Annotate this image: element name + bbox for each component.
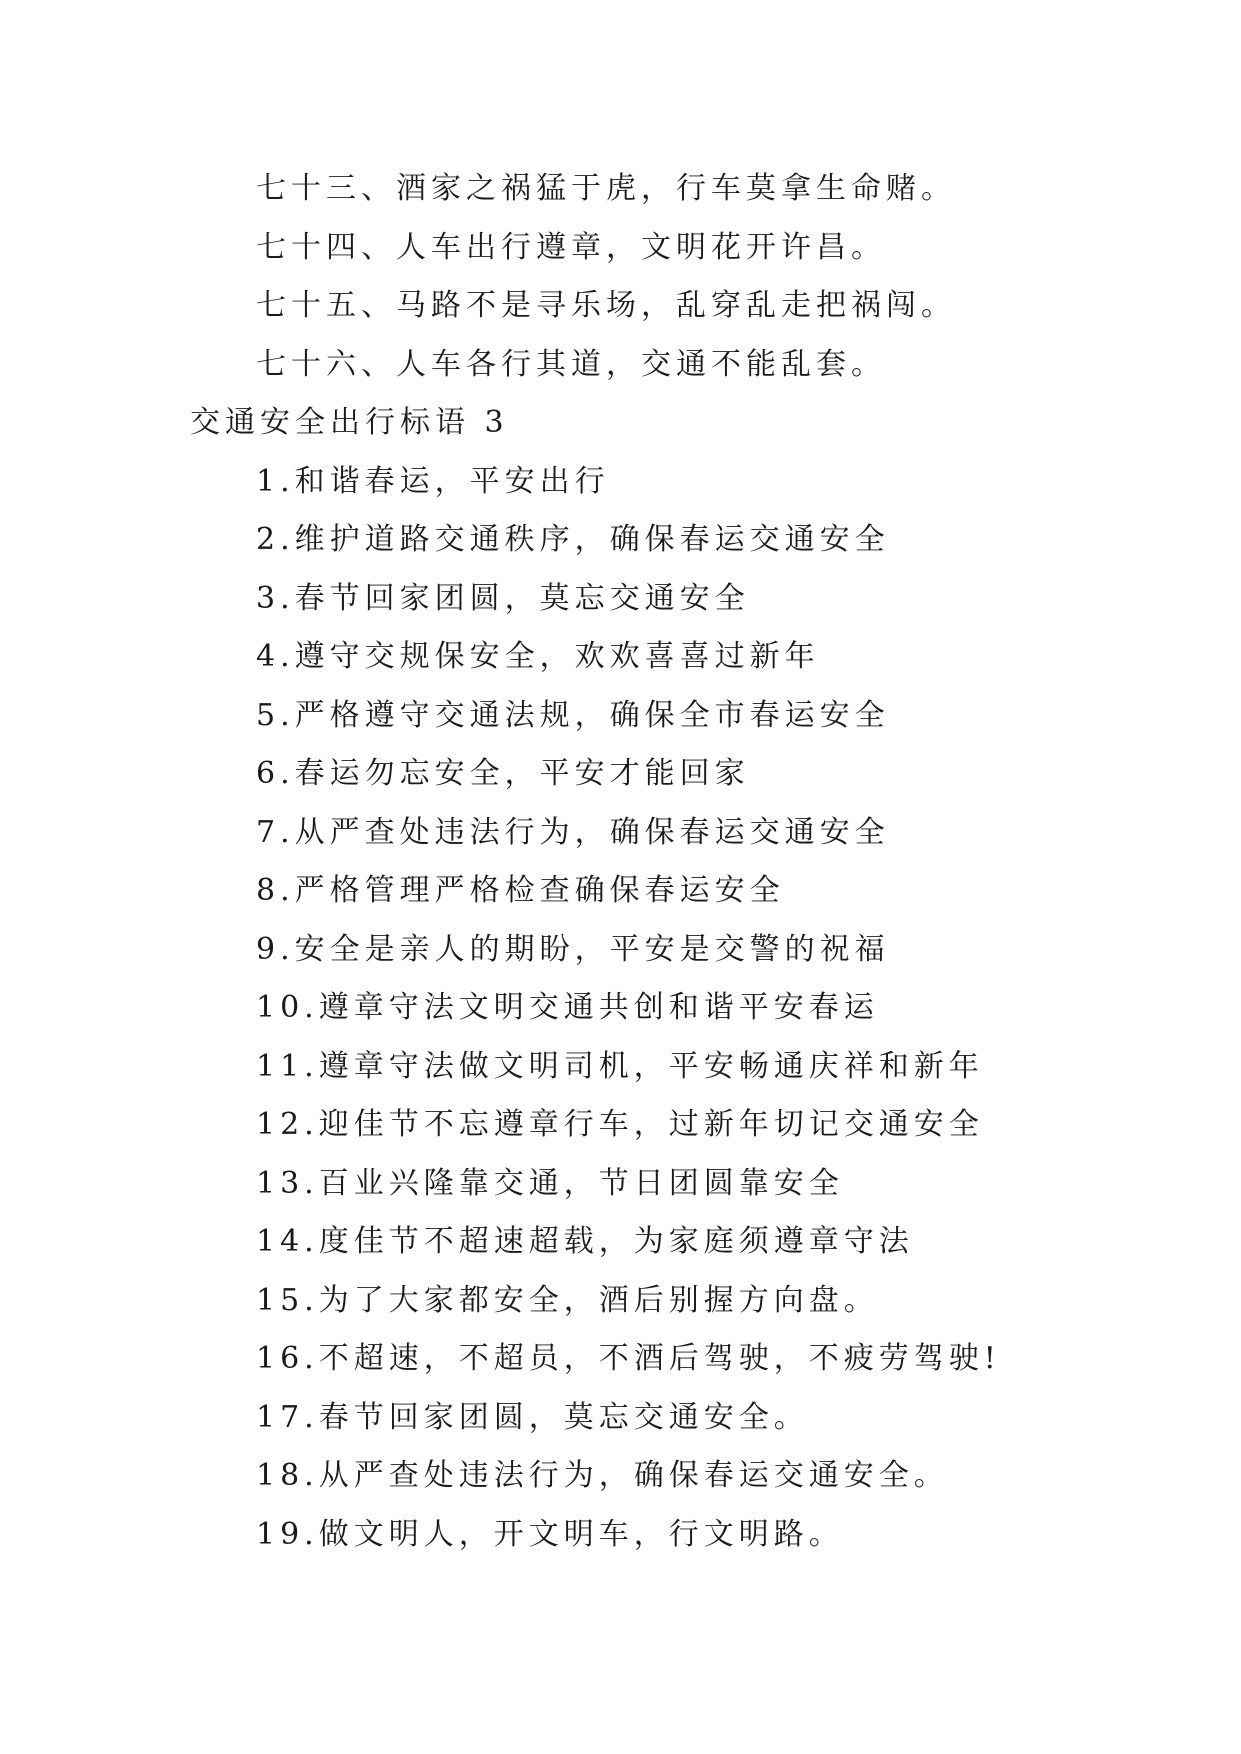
list-item: 10.遵章守法文明交通共创和谐平安春运 [256,990,879,1025]
list-item: 8.严格管理严格检查确保春运安全 [256,873,785,908]
list-item: 13.百业兴隆靠交通，节日团圆靠安全 [256,1165,844,1201]
list-item: 9.安全是亲人的期盼，平安是交警的祝福 [256,931,890,967]
list-item: 7.从严查处违法行为，确保春运交通安全 [256,814,890,850]
list-item: 12.迎佳节不忘遵章行车，过新年切记交通安全 [256,1107,984,1142]
list-item: 七十三、酒家之祸猛于虎，行车莫拿生命赌。 [256,171,956,206]
list-item: 19.做文明人，开文明车，行文明路。 [256,1516,844,1552]
list-item: 5.严格遵守交通法规，确保全市春运安全 [256,697,890,733]
document-body [190,160,1090,1564]
list-item: 6.春运勿忘安全，平安才能回家 [256,756,750,791]
list-item: 18.从严查处违法行为，确保春运交通安全。 [256,1458,949,1493]
section-heading: 交通安全出行标语 3 [190,405,509,440]
list-item: 七十六、人车各行其道，交通不能乱套。 [256,346,886,382]
list-item: 4.遵守交规保安全，欢欢喜喜过新年 [256,639,820,674]
list-item: 14.度佳节不超速超载，为家庭须遵章守法 [256,1224,914,1259]
list-item: 11.遵章守法做文明司机，平安畅通庆祥和新年 [256,1048,984,1084]
list-item: 16.不超速，不超员，不酒后驾驶，不疲劳驾驶! [256,1341,1001,1376]
list-item: 1.和谐春运，平安出行 [256,463,610,499]
list-item: 17.春节回家团圆，莫忘交通安全。 [256,1399,809,1435]
list-item: 3.春节回家团圆，莫忘交通安全 [256,580,750,616]
list-item: 15.为了大家都安全，酒后别握方向盘。 [256,1282,879,1318]
list-item: 2.维护道路交通秩序，确保春运交通安全 [256,522,890,557]
list-item: 七十五、马路不是寻乐场，乱穿乱走把祸闯。 [256,288,956,323]
list-item: 七十四、人车出行遵章，文明花开许昌。 [256,229,886,265]
